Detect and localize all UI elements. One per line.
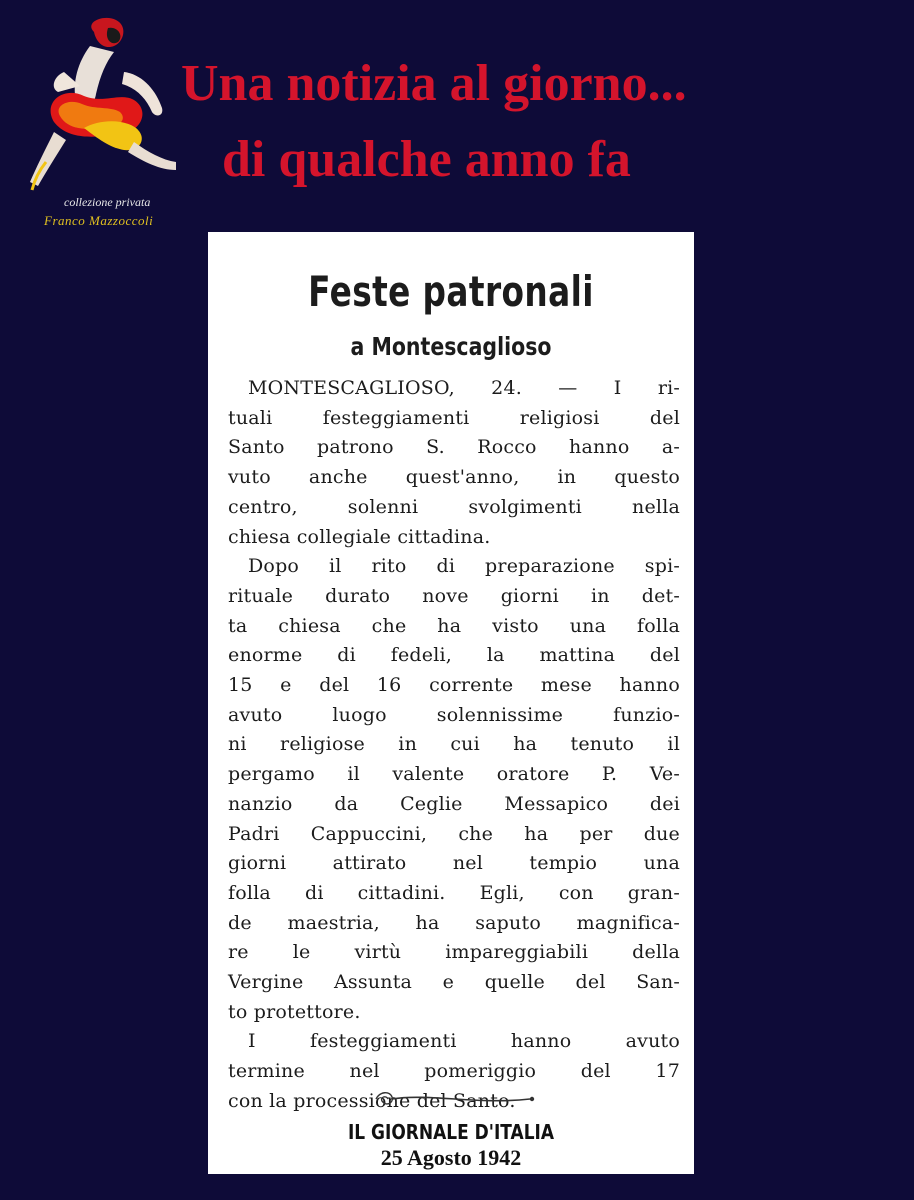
article-subtitle: a Montescaglioso bbox=[350, 332, 552, 361]
article-line: termine nel pomeriggio del 17 bbox=[228, 1060, 680, 1083]
article-line: pergamo il valente oratore P. Ve- bbox=[228, 763, 680, 786]
article-line: ta chiesa che ha visto una folla bbox=[228, 614, 680, 637]
article-body bbox=[228, 374, 680, 1117]
newspaper-source: IL GIORNALE D'ITALIA bbox=[347, 1120, 555, 1144]
article-line: I festeggiamenti hanno avuto bbox=[248, 1030, 680, 1053]
article-line: Padri Cappuccini, che ha per due bbox=[228, 822, 680, 845]
headline-line1: Una notizia al giorno... bbox=[181, 55, 687, 112]
logo-caption-name: Franco Mazzoccoli bbox=[44, 213, 154, 228]
article-line: 15 e del 16 corrente mese hanno bbox=[228, 674, 680, 697]
article-line: chiesa collegiale cittadina. bbox=[228, 525, 491, 548]
article-line: enorme di fedeli, la mattina del bbox=[228, 644, 680, 667]
article-line: vuto anche quest'anno, in questo bbox=[228, 466, 680, 489]
article-line: Santo patrono S. Rocco hanno a- bbox=[228, 436, 680, 459]
article-line: to protettore. bbox=[228, 1000, 361, 1023]
article-line: Vergine Assunta e quelle del San- bbox=[228, 971, 680, 994]
article-line: centro, solenni svolgimenti nella bbox=[228, 495, 680, 518]
article-line: ni religiose in cui ha tenuto il bbox=[228, 733, 680, 756]
article-line: Dopo il rito di preparazione spi- bbox=[248, 555, 680, 578]
dancer-logo-icon bbox=[24, 12, 184, 202]
article-line: nanzio da Ceglie Messapico dei bbox=[228, 792, 680, 815]
headline-line2: di qualche anno fa bbox=[222, 131, 631, 188]
flourish-ornament-icon bbox=[368, 1089, 538, 1109]
logo-caption-collection: collezione privata bbox=[64, 195, 151, 209]
article-line: MONTESCAGLIOSO, 24. — I ri- bbox=[248, 377, 680, 399]
article-line: rituale durato nove giorni in det- bbox=[228, 584, 680, 607]
article-line: con la processione del Santo. bbox=[228, 1089, 516, 1112]
collection-logo bbox=[14, 12, 184, 227]
article-title: Feste patronali bbox=[308, 267, 594, 316]
article-line: re le virtù impareggiabili della bbox=[228, 941, 680, 964]
article-line: giorni attirato nel tempio una bbox=[228, 852, 680, 875]
article-line: avuto luogo solennissime funzio- bbox=[228, 703, 680, 726]
newspaper-clipping bbox=[208, 232, 694, 1174]
article-line: folla di cittadini. Egli, con gran- bbox=[228, 881, 680, 904]
article-line: tuali festeggiamenti religiosi del bbox=[228, 406, 680, 429]
publication-date: 25 Agosto 1942 bbox=[380, 1145, 522, 1170]
article-line: de maestria, ha saputo magnifica- bbox=[228, 911, 680, 934]
